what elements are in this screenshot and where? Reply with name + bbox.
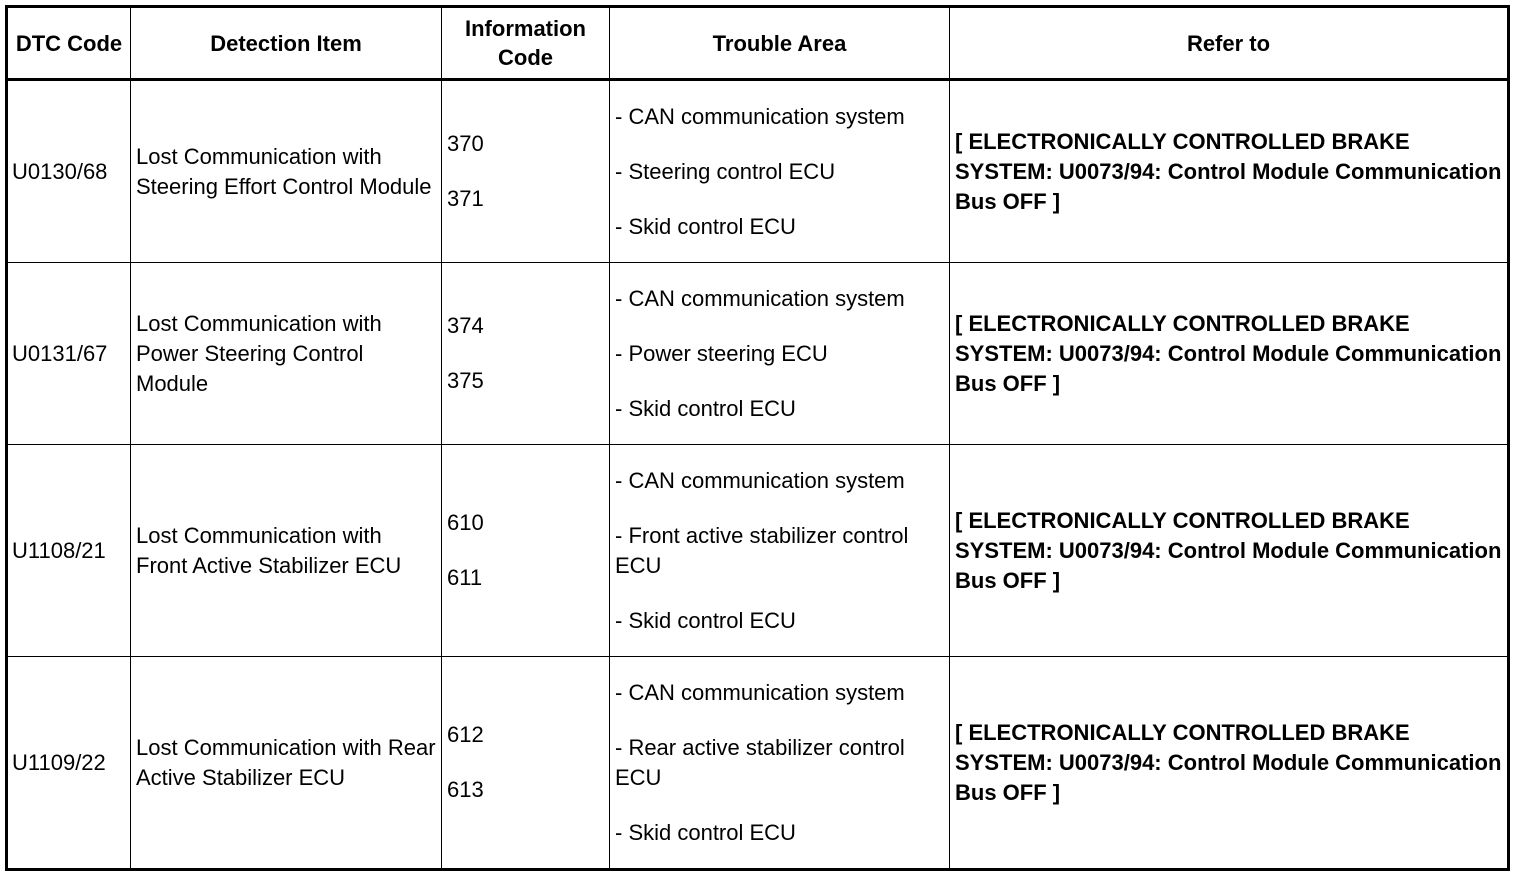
refer-to-link[interactable]: [ ELECTRONICALLY CONTROLLED BRAKE SYSTEM: U0073/94: Control Module Communication Bus OFF ] <box>950 657 1509 870</box>
information-code: 375 <box>447 368 484 393</box>
trouble-area-item: - CAN communication system <box>615 679 905 705</box>
information-code-cell <box>442 80 610 263</box>
information-code-cell <box>442 657 610 870</box>
detection-item-cell: Lost Communication with Rear Active Stabilizer ECU <box>131 657 442 870</box>
dtc-code-cell: U1108/21 <box>7 445 131 657</box>
trouble-area-item: - Rear active stabilizer control ECU <box>615 734 905 790</box>
header-dtc-code: DTC Code <box>7 7 131 80</box>
refer-to-link[interactable]: [ ELECTRONICALLY CONTROLLED BRAKE SYSTEM: U0073/94: Control Module Communication Bus OFF ] <box>950 445 1509 657</box>
detection-item-cell: Lost Communication with Front Active Stabilizer ECU <box>131 445 442 657</box>
dtc-code-cell: U0131/67 <box>7 263 131 445</box>
dtc-code-cell: U0130/68 <box>7 80 131 263</box>
information-code: 371 <box>447 186 484 211</box>
trouble-area-cell <box>610 263 950 445</box>
table-header-row <box>7 7 1509 80</box>
refer-to-link[interactable]: [ ELECTRONICALLY CONTROLLED BRAKE SYSTEM: U0073/94: Control Module Communication Bus OFF ] <box>950 80 1509 263</box>
trouble-area-item: - Power steering ECU <box>615 340 828 366</box>
table-row <box>7 80 1509 263</box>
information-code: 374 <box>447 313 484 338</box>
trouble-area-item: - Front active stabilizer control ECU <box>615 522 909 578</box>
trouble-area-item: - Skid control ECU <box>615 819 796 845</box>
information-code-cell <box>442 445 610 657</box>
information-code: 613 <box>447 777 484 802</box>
header-detection-item: Detection Item <box>131 7 442 80</box>
header-information-code: Information Code <box>442 7 610 80</box>
information-code: 610 <box>447 510 484 535</box>
information-code: 370 <box>447 131 484 156</box>
dtc-table <box>5 5 1510 871</box>
information-code: 611 <box>447 565 483 590</box>
header-trouble-area: Trouble Area <box>610 7 950 80</box>
trouble-area-cell <box>610 80 950 263</box>
trouble-area-item: - CAN communication system <box>615 467 905 493</box>
detection-item-cell: Lost Communication with Steering Effort Control Module <box>131 80 442 263</box>
header-refer-to: Refer to <box>950 7 1509 80</box>
table-row <box>7 657 1509 870</box>
trouble-area-item: - CAN communication system <box>615 103 905 129</box>
dtc-code-cell: U1109/22 <box>7 657 131 870</box>
refer-to-link[interactable]: [ ELECTRONICALLY CONTROLLED BRAKE SYSTEM: U0073/94: Control Module Communication Bus OFF ] <box>950 263 1509 445</box>
trouble-area-item: - Skid control ECU <box>615 213 796 239</box>
detection-item-cell: Lost Communication with Power Steering Control Module <box>131 263 442 445</box>
trouble-area-item: - Skid control ECU <box>615 607 796 633</box>
table-row <box>7 445 1509 657</box>
trouble-area-cell <box>610 657 950 870</box>
trouble-area-cell <box>610 445 950 657</box>
table-row <box>7 263 1509 445</box>
trouble-area-item: - Steering control ECU <box>615 158 836 184</box>
trouble-area-item: - Skid control ECU <box>615 395 796 421</box>
trouble-area-item: - CAN communication system <box>615 285 905 311</box>
information-code: 612 <box>447 722 484 747</box>
information-code-cell <box>442 263 610 445</box>
